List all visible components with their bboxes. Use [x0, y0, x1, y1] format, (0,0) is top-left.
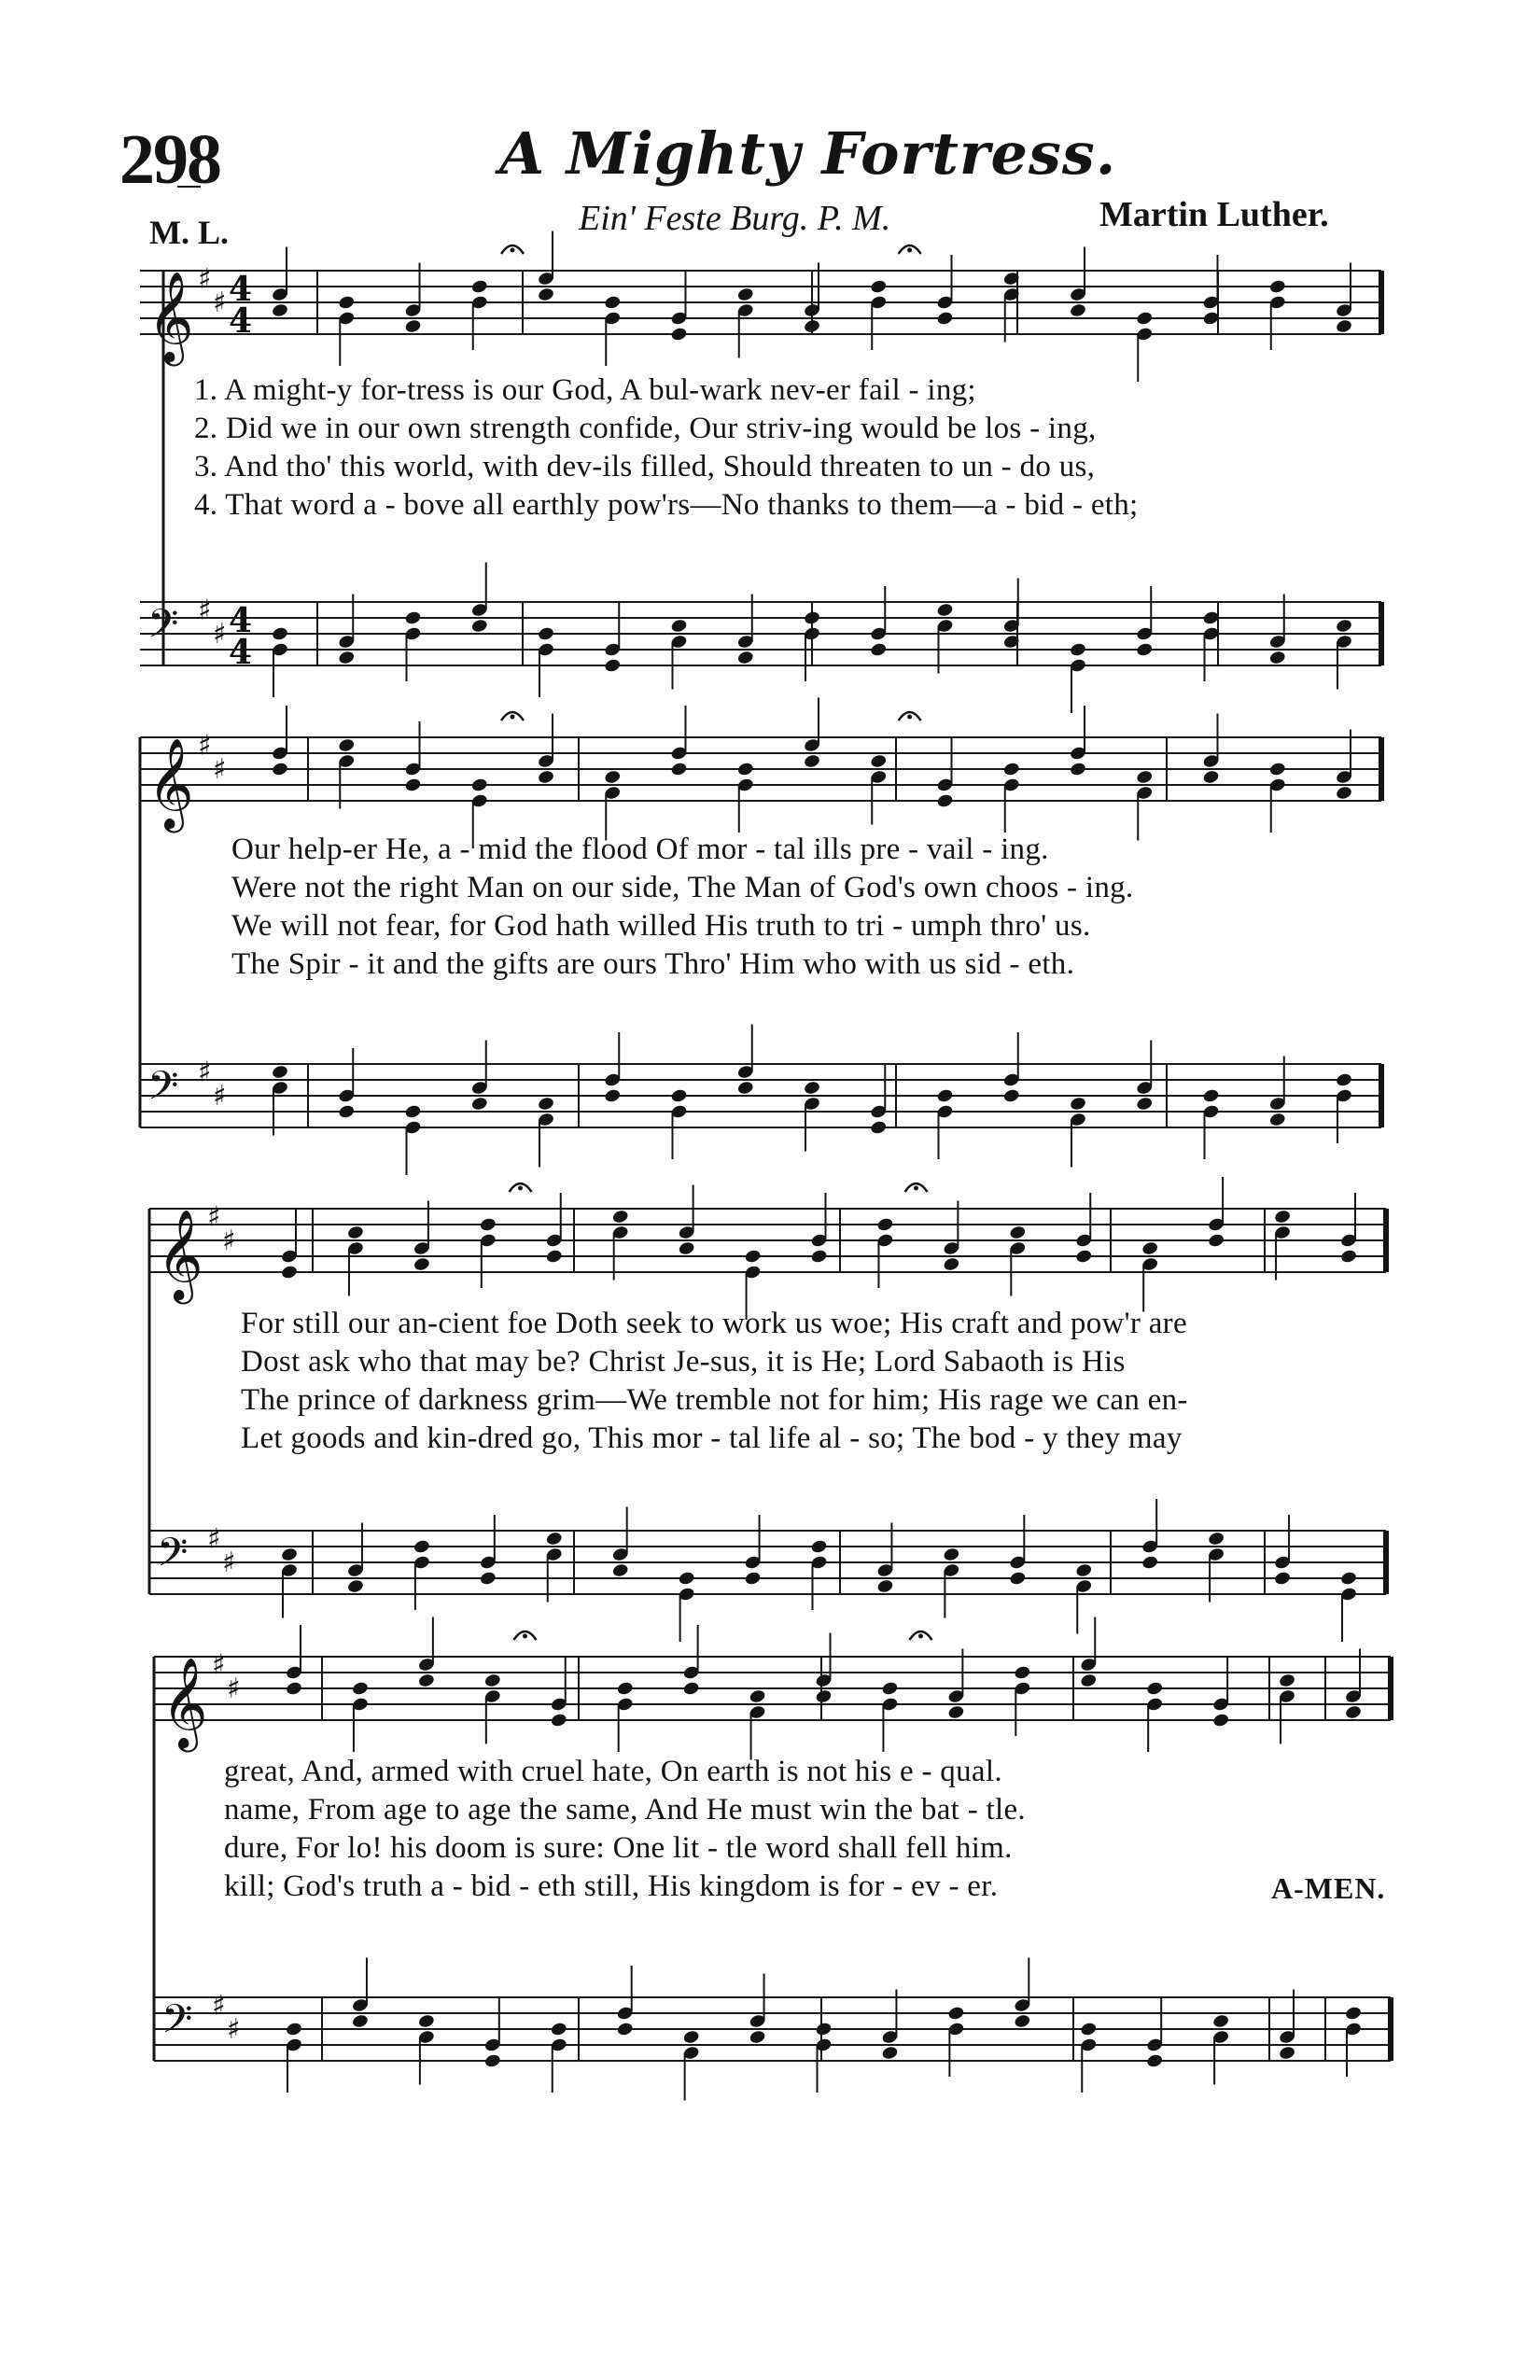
note-head — [1009, 1225, 1027, 1240]
note-head — [470, 777, 488, 793]
note-head — [545, 1531, 563, 1547]
fermata-dot — [918, 1634, 923, 1639]
lyric-line: For still our an-cient foe Doth seek to work us woe; His craft and pow'r are — [241, 1307, 1187, 1340]
note-head — [749, 1688, 766, 1704]
note-head — [1273, 1209, 1291, 1225]
note-head — [1344, 2006, 1362, 2022]
lyric-line: Dost ask who that may be? Christ Je-sus, it is He; Lord Sabaoth is His — [241, 1345, 1126, 1379]
note-head — [947, 1704, 965, 1720]
note-head — [870, 642, 888, 658]
note-head — [1268, 1112, 1286, 1127]
note-head — [881, 2045, 899, 2061]
tune-meter: Ein' Feste Burg. P. M. — [579, 199, 891, 238]
lyric-line: The Spir - it and the gifts are ours Thro' Him who with us sid - eth. — [231, 947, 1075, 981]
sharp-icon: ♯ — [207, 1200, 221, 1234]
note-head — [280, 1547, 298, 1562]
lyric-line: The prince of darkness grim—We tremble not for him; His rage we can en- — [241, 1383, 1188, 1417]
note-head — [749, 2029, 766, 2045]
sharp-icon: ♯ — [212, 1648, 226, 1682]
lyric-line: We will not fear, for God hath willed His truth to tri - umph thro' us. — [231, 909, 1091, 943]
note-head — [1080, 2022, 1098, 2037]
note-head — [1268, 650, 1286, 665]
note-head — [604, 658, 622, 674]
note-head — [943, 1547, 960, 1562]
sharp-icon: ♯ — [213, 287, 227, 319]
note-head — [682, 1681, 700, 1697]
note-head — [479, 1217, 497, 1233]
note-head — [1212, 1713, 1230, 1729]
note-head — [1002, 1088, 1020, 1104]
note-head — [417, 1673, 435, 1688]
lyric-line: Our help-er He, a - mid the flood Of mor - tal ills pre - vail - ing. — [231, 833, 1049, 866]
note-head — [876, 1578, 894, 1594]
note-head — [479, 1571, 497, 1587]
note-head — [616, 1681, 634, 1697]
sharp-icon: ♯ — [213, 1080, 227, 1113]
note-head — [1335, 785, 1352, 801]
lyric-line: 1. A might-y for-tress is our God, A bul-wark nev-er fail - ing; — [194, 373, 976, 407]
sharp-icon: ♯ — [207, 1522, 221, 1556]
note-head — [611, 1562, 629, 1578]
note-head — [1335, 1072, 1352, 1088]
note-head — [1014, 2013, 1031, 2029]
note-head — [271, 762, 288, 777]
note-head — [285, 1681, 302, 1697]
lyric-line: name, From age to age the same, And He must win the bat - tle. — [224, 1793, 1026, 1827]
note-head — [1009, 1571, 1027, 1587]
note-head — [351, 2013, 369, 2029]
note-head — [1278, 2045, 1295, 2061]
note-head — [604, 769, 622, 785]
note-head — [604, 295, 622, 311]
hymn-number: 298 — [119, 120, 220, 199]
note-head — [810, 1249, 828, 1265]
bass-clef-icon: 𝄢 — [161, 1996, 193, 2052]
fermata-dot — [518, 1186, 523, 1191]
note-head — [1136, 642, 1154, 658]
note-head — [413, 1256, 430, 1272]
note-head — [736, 287, 754, 302]
note-head — [670, 327, 688, 343]
note-head — [744, 1571, 762, 1587]
composer-initials: M. L. — [149, 214, 229, 251]
note-head — [1136, 1096, 1154, 1112]
fermata-dot — [523, 1634, 527, 1639]
note-head — [550, 1713, 567, 1729]
fermata-dot — [511, 715, 515, 720]
note-head — [351, 1681, 369, 1697]
note-head — [810, 1539, 828, 1555]
note-head — [1335, 318, 1352, 334]
note-head — [338, 737, 356, 753]
treble-clef-icon: 𝄞 — [161, 1657, 208, 1748]
note-head — [1268, 762, 1286, 777]
sharp-icon: ♯ — [213, 753, 227, 786]
sharp-icon: ♯ — [198, 594, 212, 627]
note-head — [870, 1120, 888, 1136]
lyric-line: 4. That word a - bove all earthly pow'rs—No thanks to them—a - bid - eth; — [194, 488, 1139, 522]
note-head — [1002, 762, 1020, 777]
note-head — [803, 610, 820, 626]
note-head — [285, 2022, 302, 2037]
note-head — [678, 1571, 695, 1587]
note-head — [870, 279, 888, 295]
note-head — [936, 793, 954, 809]
amen-label: A-MEN. — [1271, 1871, 1386, 1905]
time-signature: 4 — [229, 601, 253, 640]
time-signature: 4 — [229, 633, 253, 672]
note-head — [616, 2022, 634, 2037]
bass-clef-icon: 𝄢 — [147, 601, 179, 657]
note-head — [1339, 1571, 1357, 1587]
note-head — [346, 1578, 364, 1594]
note-head — [604, 1088, 622, 1104]
note-head — [1014, 1665, 1031, 1681]
note-head — [815, 1688, 833, 1704]
note-head — [404, 318, 422, 334]
note-head — [338, 1104, 356, 1120]
note-head — [1202, 1088, 1220, 1104]
time-signature: 4 — [229, 270, 253, 309]
hymn-author: Martin Luther. — [1099, 195, 1329, 234]
note-head — [1141, 1555, 1159, 1571]
note-head — [1069, 642, 1086, 658]
note-head — [550, 2022, 567, 2037]
note-head — [1141, 1240, 1159, 1256]
note-head — [1208, 1531, 1225, 1547]
note-head — [876, 1217, 894, 1233]
note-head — [483, 2053, 501, 2069]
note-head — [1069, 302, 1086, 318]
note-head — [947, 2006, 965, 2022]
note-head — [338, 295, 356, 311]
note-head — [678, 1240, 695, 1256]
note-head — [1069, 762, 1086, 777]
treble-clef-icon: 𝄞 — [147, 271, 194, 362]
fermata-dot — [907, 715, 912, 720]
lyric-line: great, And, armed with cruel hate, On earth is not his e - qual. — [224, 1755, 1002, 1788]
time-signature: 4 — [229, 301, 253, 341]
note-head — [881, 1681, 899, 1697]
note-head — [271, 302, 288, 318]
note-head — [417, 2013, 435, 2029]
note-head — [936, 602, 954, 618]
note-head — [483, 1673, 501, 1688]
note-head — [1075, 1562, 1093, 1578]
note-head — [537, 769, 554, 785]
sharp-icon: ♯ — [198, 262, 212, 296]
note-head — [413, 1539, 430, 1555]
note-head — [1344, 1704, 1362, 1720]
note-head — [682, 2029, 700, 2045]
note-head — [803, 753, 820, 769]
note-head — [803, 1080, 820, 1096]
note-head — [1273, 1571, 1291, 1587]
note-head — [670, 762, 688, 777]
note-head — [271, 626, 288, 642]
note-head — [537, 626, 554, 642]
sharp-icon: ♯ — [222, 1547, 236, 1579]
note-head — [470, 618, 488, 634]
note-head — [670, 1088, 688, 1104]
treble-clef-icon: 𝄞 — [157, 1209, 203, 1300]
note-head — [1146, 1681, 1164, 1697]
note-head — [1136, 311, 1154, 327]
note-head — [1202, 769, 1220, 785]
note-head — [537, 1096, 554, 1112]
note-head — [1080, 1673, 1098, 1688]
note-head — [1208, 1233, 1225, 1249]
note-head — [736, 1080, 754, 1096]
note-head — [470, 279, 488, 295]
sharp-icon: ♯ — [198, 1056, 212, 1089]
note-head — [611, 1209, 629, 1225]
note-head — [537, 287, 554, 302]
hymn-title: A Mighty Fortress. — [499, 119, 1117, 188]
note-head — [736, 762, 754, 777]
note-head — [404, 777, 422, 793]
note-head — [803, 318, 820, 334]
sharp-icon: ♯ — [227, 2013, 241, 2046]
treble-clef-icon: 𝄞 — [147, 737, 194, 829]
lyric-line: kill; God's truth a - bid - eth still, His kingdom is for - ev - er. — [224, 1869, 999, 1903]
note-head — [670, 618, 688, 634]
note-head — [744, 1249, 762, 1265]
sharp-icon: ♯ — [213, 618, 227, 651]
note-head — [936, 1088, 954, 1104]
bass-clef-icon: 𝄢 — [157, 1530, 189, 1586]
sharp-icon: ♯ — [212, 1989, 226, 2023]
note-head — [1075, 1249, 1093, 1265]
note-head — [1268, 279, 1286, 295]
note-head — [1069, 1096, 1086, 1112]
note-head — [545, 1249, 563, 1265]
note-head — [870, 753, 888, 769]
note-head — [936, 311, 954, 327]
fermata-dot — [511, 248, 515, 253]
sharp-icon: ♯ — [222, 1225, 236, 1257]
note-head — [346, 1225, 364, 1240]
note-head — [1136, 769, 1154, 785]
note-head — [1278, 1673, 1295, 1688]
note-head — [1335, 618, 1352, 634]
note-head — [1146, 2053, 1164, 2069]
note-head — [1212, 2013, 1230, 2029]
note-head — [338, 650, 356, 665]
lyric-line: dure, For lo! his doom is sure: One lit - tle word shall fell him. — [224, 1831, 1013, 1865]
fermata-dot — [914, 1186, 918, 1191]
note-head — [271, 1064, 288, 1080]
note-head — [404, 1104, 422, 1120]
note-head — [815, 2022, 833, 2037]
fermata-dot — [907, 248, 912, 253]
note-head — [943, 1256, 960, 1272]
lyric-line: 2. Did we in our own strength confide, Our striv-ing would be los - ing, — [194, 412, 1097, 445]
sharp-icon: ♯ — [198, 729, 212, 763]
note-head — [280, 1265, 298, 1281]
lyric-line: Were not the right Man on our side, The Man of God's own choos - ing. — [231, 871, 1134, 904]
lyric-line: 3. And tho' this world, with dev-ils filled, Should threaten to un - do us, — [194, 450, 1096, 483]
sharp-icon: ♯ — [227, 1673, 241, 1705]
note-head — [736, 650, 754, 665]
note-head — [404, 610, 422, 626]
note-head — [470, 1096, 488, 1112]
lyric-line: Let goods and kin-dred go, This mor - tal life al - so; The bod - y they may — [241, 1421, 1183, 1455]
note-head — [1339, 1249, 1357, 1265]
bass-clef-icon: 𝄢 — [147, 1063, 179, 1119]
